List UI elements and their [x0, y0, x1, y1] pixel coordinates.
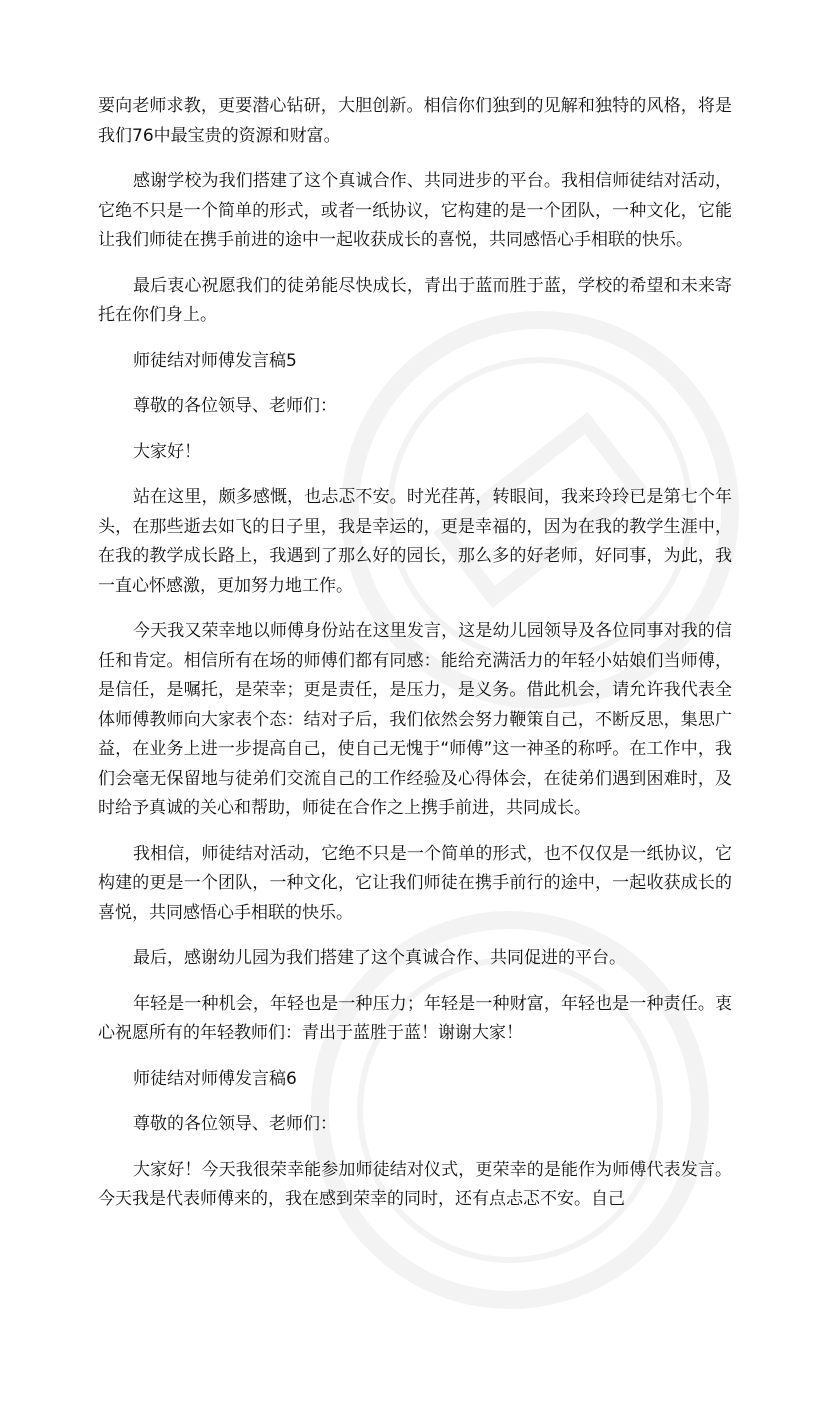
paragraph: 今天我又荣幸地以师傅身份站在这里发言，这是幼儿园领导及各位同事对我的信任和肯定。相信所有在场的师傅们都有同感：能给充满活力的年轻小姑娘们当师傅，是信任，是嘱托，是荣幸；更是责任，是压力，是义务。借此机会，请允许我代表全体师傅教师向大家表个态：结对子后，我们依然会努力鞭策自己，不断反思，集思广益，在业务上进一步提高自己，使自己无愧于“师傅”这一神圣的称呼。在工作中，我们会毫无保留地与徒弟们交流自己的工作经验及心得体会，在徒弟们遇到困难时，及时给予真诚的关心和帮助，师徒在合作之上携手前进，共同成长。 — [98, 621, 732, 818]
section-heading: 师徒结对师傅发言稿6 — [133, 1068, 297, 1089]
paragraph: 我相信，师徒结对活动，它绝不只是一个简单的形式，也不仅仅是一纸协议，它构建的更是一个团队，一种文化，它让我们师徒在携手前行的途中，一起收获成长的喜悦，共同感悟心手相联的快乐。 — [98, 843, 732, 923]
greeting: 大家好！ — [133, 441, 201, 462]
salutation: 尊敬的各位领导、老师们： — [133, 396, 337, 416]
paragraph: 最后衷心祝愿我们的徒弟能尽快成长，青出于蓝而胜于蓝，学校的希望和未来寄托在你们身上。 — [98, 275, 732, 325]
document-body — [98, 92, 732, 1231]
salutation: 尊敬的各位领导、老师们： — [133, 1114, 337, 1134]
paragraph: 最后，感谢幼儿园为我们搭建了这个真诚合作、共同促进的平台。 — [133, 948, 626, 968]
paragraph: 站在这里，颇多感慨，也忐忑不安。时光荏苒，转眼间，我来玲玲已是第七个年头，在那些逝去如飞的日子里，我是幸运的，更是幸福的，因为在我的教学生涯中，在我的教学成长路上，我遇到了那么好的园长，那么多的好老师，好同事，为此，我一直心怀感激，更加努力地工作。 — [98, 487, 732, 596]
paragraph: 大家好！今天我很荣幸能参加师徒结对仪式，更荣幸的是能作为师傅代表发言。今天我是代表师傅来的，我在感到荣幸的同时，还有点忐忑不安。自己 — [98, 1159, 732, 1209]
paragraph: 感谢学校为我们搭建了这个真诚合作、共同进步的平台。我相信师徒结对活动，它绝不只是一个简单的形式，或者一纸协议，它构建的是一个团队，一种文化，它能让我们师徒在携手前进的途中一起收获成长的喜悦，共同感悟心手相联的快乐。 — [98, 171, 732, 250]
section-heading: 师徒结对师傅发言稿5 — [133, 350, 297, 371]
paragraph: 年轻是一种机会，年轻也是一种压力；年轻是一种财富，年轻也是一种责任。衷心祝愿所有的年轻教师们：青出于蓝胜于蓝！谢谢大家！ — [98, 993, 732, 1043]
paragraph-continuation: 要向老师求教，更要潜心钻研，大胆创新。相信你们独到的见解和独特的风格，将是我们76中最宝贵的资源和财富。 — [98, 96, 732, 146]
